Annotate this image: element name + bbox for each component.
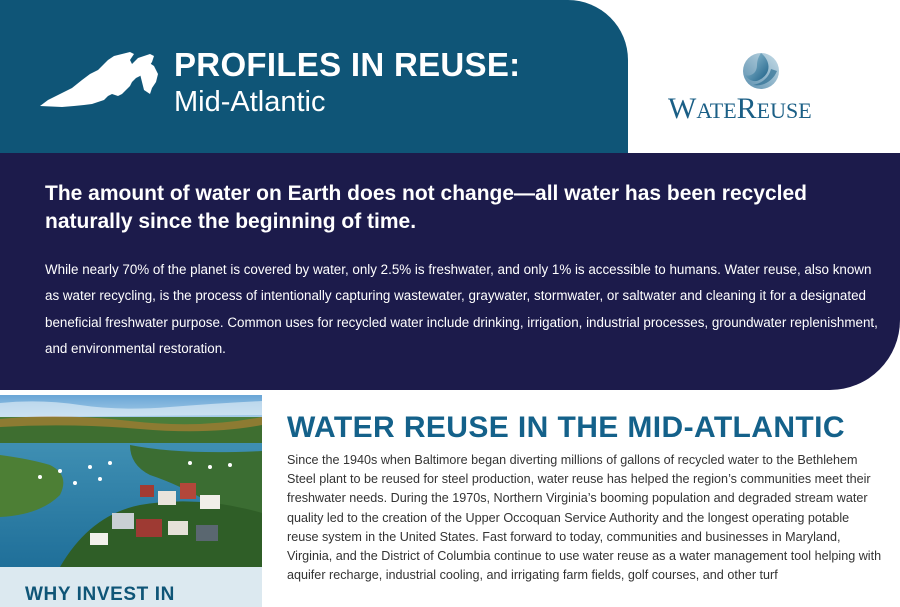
intro-panel <box>0 153 900 390</box>
page-title: PROFILES IN REUSE: <box>174 46 521 83</box>
intro-paragraph: While nearly 70% of the planet is covered by water, only 2.5% is freshwater, and only 1% is accessible to humans. Water reuse, also known as water recycling, is the process of intentionally capturing wastewater, graywater, stormwater, or saltwater and cleaning it for a designated beneficial freshwater purpose. Common uses for recycled water include drinking, irrigation, industrial processes, groundwater replenishment, and environmental restoration. <box>45 262 878 356</box>
section-title: WATER REUSE IN THE MID-ATLANTIC <box>287 411 845 444</box>
logo-letter-w: W <box>668 92 697 125</box>
watereuse-logo <box>668 93 858 127</box>
logo-letters-euse: EUSE <box>756 98 812 123</box>
watereuse-logo-icon <box>741 51 781 91</box>
section-paragraph: Since the 1940s when Baltimore began diverting millions of gallons of recycled water to the Bethlehem Steel plant to be reused for steel production, water reuse has helped the region’s communities meet their freshwater needs. During the 1970s, Northern Virginia’s booming population and degraded stream water quality led to the creation of the Upper Occoquan Service Authority and the longest operating potable reuse system in the United States. Fast forward to today, communities and businesses in Maryland, Virginia, and the District of Columbia continue to use water reuse as a water management tool helping with aquifer recharge, industrial cooling, and irrigating farm fields, golf courses, and other turf <box>287 453 882 583</box>
sidebar-panel <box>0 567 262 607</box>
sidebar-title: WHY INVEST IN <box>25 584 175 605</box>
harbor-photo <box>0 395 262 567</box>
logo-letters-ate: ATE <box>696 98 737 123</box>
maryland-state-icon <box>38 50 160 112</box>
intro-headline: The amount of water on Earth does not change—all water has been recycled naturally since the beginning of time. <box>45 182 808 233</box>
page-subtitle: Mid-Atlantic <box>174 86 326 118</box>
logo-letter-r: R <box>736 92 757 125</box>
